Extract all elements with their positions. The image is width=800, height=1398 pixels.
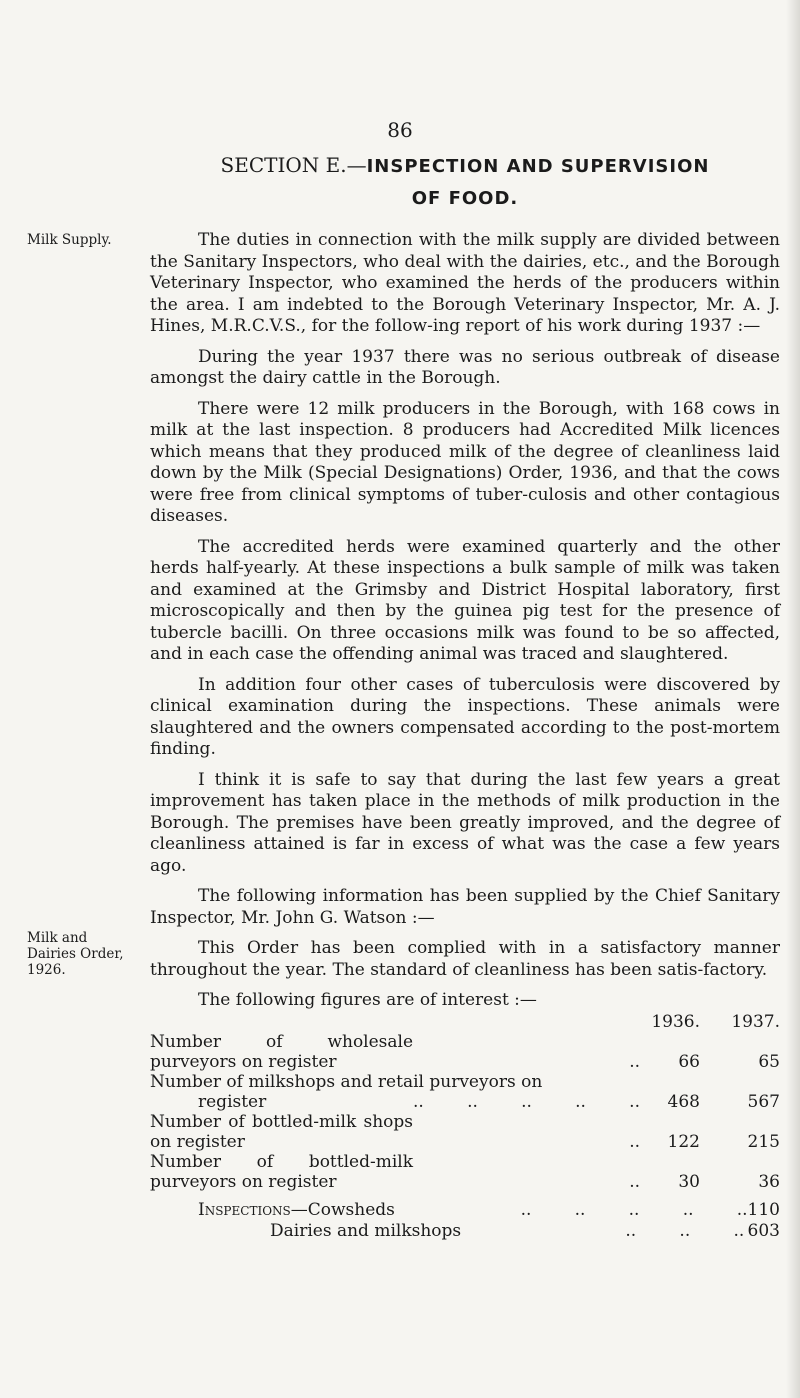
margin-note-milk-dairies-order: Milk and Dairies Order, 1926.: [27, 930, 124, 978]
row-label: register: [198, 1091, 267, 1112]
value-1936: 122: [667, 1131, 700, 1152]
report-body: [150, 230, 780, 1242]
row-label: Number of wholesale purveyors on register: [150, 1031, 414, 1072]
paragraph: The following information has been supplied by the Chief Sanitary Inspector, Mr. John G. Watson :—: [150, 886, 780, 928]
year-1937-header: 1937.: [731, 1011, 780, 1032]
section-heading-prefix: SECTION E.—: [220, 153, 367, 177]
cowsheds-value: 110: [747, 1199, 780, 1220]
paragraph: There were 12 milk producers in the Borough, with 168 cows in milk at the last inspection. 8 producers had Accredited Milk licences which means that they produced milk of the degree of cleanliness laid down by the Milk (Special Designations) Order, 1936, and that the cows were free from clinical symptoms of tuber-culosis and other contagious diseases.: [150, 398, 780, 526]
section-heading-title-cont: OF FOOD.: [411, 188, 519, 209]
figures-header-row: [150, 1012, 780, 1032]
paragraph: In addition four other cases of tuberculosis were discovered by clinical examination during the inspections. These animals were slaughtered and the owners compensated according to the post-mortem finding.: [150, 674, 780, 759]
row-leader: .. .. ..: [625, 1220, 745, 1241]
inspections-block: [150, 1200, 780, 1242]
inspections-cowsheds-label: [150, 1200, 521, 1221]
row-leader: ..: [629, 1051, 640, 1072]
paragraph: During the year 1937 there was no serious outbreak of disease amongst the dairy cattle in the Borough.: [150, 346, 780, 388]
row-label: Number of milkshops and retail purveyors on: [150, 1071, 543, 1092]
inspections-dairies-row: [150, 1221, 780, 1242]
paragraph: I think it is safe to say that during the last few years a great improvement has taken place in the methods of milk production in the Borough. The premises have been greatly improved, and the degree of cleanliness attained is far in excess of what was the case a few years ago.: [150, 769, 780, 876]
value-1937: 36: [758, 1171, 780, 1192]
value-1937: 215: [747, 1131, 780, 1152]
table-row: [150, 1032, 780, 1072]
table-row: [150, 1112, 780, 1152]
table-row: [150, 1152, 780, 1192]
row-leader: ..: [629, 1131, 640, 1152]
value-1936: 66: [678, 1051, 700, 1072]
margin-note-milk-supply: Milk Supply.: [27, 232, 112, 248]
dairies-label: Dairies and milkshops: [270, 1220, 462, 1241]
section-heading: [150, 150, 780, 214]
paragraph: The duties in connection with the milk supply are divided between the Sanitary Inspectors, who deal with the dairies, etc., and the Borough Veterinary Inspector, who examined the herds of the producers within the area. I am indebted to the Borough Veterinary Inspector, Mr. A. J. Hines, M.R.C.V.S., for the follow-ing report of his work during 1937 :—: [150, 230, 780, 336]
year-1936-header: 1936.: [651, 1011, 700, 1032]
row-leader: .. .. .. .. ..: [520, 1199, 748, 1220]
value-1936: 468: [667, 1091, 700, 1112]
figures-table: [150, 1012, 780, 1192]
page-edge-shadow: [786, 0, 800, 1398]
table-row: [150, 1092, 780, 1112]
row-leader: ..: [629, 1171, 640, 1192]
section-heading-title: INSPECTION AND SUPERVISION: [366, 156, 710, 177]
dairies-value: 603: [747, 1220, 780, 1241]
value-1937: 65: [758, 1051, 780, 1072]
paragraph: This Order has been complied with in a satisfactory manner throughout the year. The standard of cleanliness has been satis-factory.: [150, 938, 780, 980]
table-row: [150, 1072, 780, 1092]
row-leader: .. .. .. .. ..: [413, 1091, 640, 1112]
value-1937: 567: [747, 1091, 780, 1112]
figures-intro: The following figures are of interest :—: [198, 990, 537, 1010]
row-label: Number of bottled-milk shops on register: [150, 1111, 414, 1152]
page-number: 86: [387, 118, 413, 142]
cowsheds-label: —Cowsheds: [290, 1199, 395, 1220]
row-label: Number of bottled-milk purveyors on register: [150, 1151, 414, 1192]
paragraph: The accredited herds were examined quarterly and the other herds half-yearly. At these inspections a bulk sample of milk was taken and examined at the Grimsby and District Hospital laboratory, first microscopically and then by the guinea pig test for the presence of tubercle bacilli. On three occasions milk was found to be so affected, and in each case the offending animal was traced and slaughtered.: [150, 536, 780, 664]
inspections-label: Inspections: [198, 1199, 291, 1220]
inspections-cowsheds-row: [150, 1200, 780, 1221]
value-1936: 30: [678, 1171, 700, 1192]
